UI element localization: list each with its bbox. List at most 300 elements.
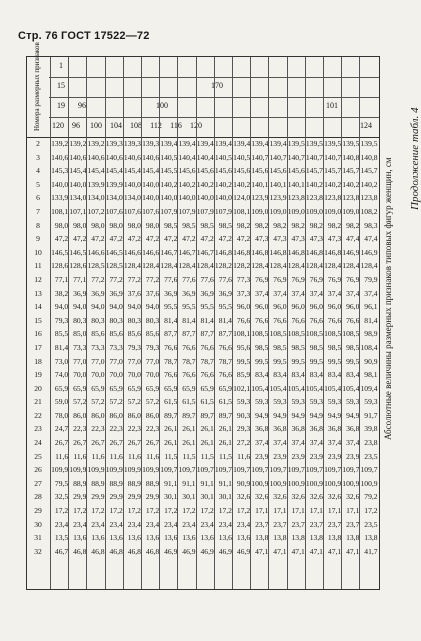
table-cell: 26,1 [200,438,214,448]
row-number: 23 [34,424,42,434]
table-cell: 98,2 [291,220,305,230]
table-cell: 80,3 [145,315,160,325]
table-cell: 59,0 [54,397,69,407]
data-column [51,137,68,558]
table-cell: 65,9 [182,383,196,393]
row-number: 29 [34,506,42,516]
table-cell: 109,7 [324,465,342,475]
table-cell: 94,9 [273,410,287,420]
table-cell: 109,0 [305,206,323,216]
table-cell: 13,6 [164,533,178,543]
table-cell: 140,0 [196,193,214,203]
data-column [306,137,323,558]
table-cell: 107,2 [87,206,105,216]
table-cell: 76,9 [327,274,342,284]
table-cell: 76,9 [255,274,269,284]
table-cell: 65,9 [145,383,160,393]
table-cell: 146,8 [287,247,305,257]
table-cell: 47,4 [364,234,378,244]
table-cell: 13,6 [218,533,232,543]
table-cell: 77,0 [145,356,160,366]
table-cell: 86,0 [91,410,105,420]
table-cell: 98,5 [200,220,214,230]
table-cell: 26,7 [127,438,141,448]
column-divider [232,57,233,589]
table-cell: 37,4 [364,288,378,298]
table-cell: 22,3 [145,424,160,434]
table-cell: 98,5 [291,342,305,352]
table-cell: 79,9 [364,274,378,284]
table-cell: 145,4 [87,166,105,176]
table-cell: 98,5 [346,342,360,352]
table-cell: 139,4 [251,139,269,148]
table-cell: 85,6 [145,329,160,339]
table-cell: 78,7 [164,356,178,366]
table-cell: 27,2 [236,438,251,448]
table-cell: 23,4 [200,519,214,529]
table-cell: 17,1 [291,506,305,516]
table-cell: 128,4 [178,261,196,271]
table-cell: 146,8 [324,247,342,257]
table-cell: 107,6 [105,206,123,216]
table-cell: 23,7 [327,519,342,529]
table-cell: 124,0 [233,193,251,203]
table-cell: 99,5 [291,356,305,366]
table-cell: 87,7 [164,329,178,339]
table-cell: 98,0 [145,220,160,230]
table-cell: 99,5 [236,356,251,366]
table-cell: 30,1 [182,492,196,502]
table-cell: 134,0 [105,193,123,203]
table-cell: 146,5 [51,247,69,257]
table-cell: 26,1 [182,438,196,448]
table-cell: 23,4 [91,519,105,529]
table-cell: 90,3 [236,410,251,420]
table-cell: 47,3 [255,234,269,244]
table-cell: 74,0 [54,370,69,380]
table-cell: 140,7 [251,152,269,162]
table-cell: 70,0 [109,370,123,380]
table-cell: 29,3 [236,424,251,434]
table-cell: 146,9 [360,247,378,257]
table-cell: 47,2 [109,234,123,244]
table-cell: 123,8 [287,193,305,203]
row-number: 3 [36,152,40,162]
table-cell: 98,2 [255,220,269,230]
table-cell: 13,8 [273,533,287,543]
table-cell: 91,1 [182,478,196,488]
table-cell: 59,3 [309,397,323,407]
table-cell: 29,9 [91,492,105,502]
table-cell: 98,5 [327,342,342,352]
table-cell: 30,1 [218,492,232,502]
row-header-label-text: Номера размерных признаков [33,42,41,131]
table-cell: 47,1 [291,546,305,556]
table-cell: 65,9 [54,383,69,393]
table-cell: 128,4 [123,261,141,271]
table-cell: 32,6 [236,492,251,502]
table-cell: 100,9 [287,478,305,488]
table-cell: 70,0 [145,370,160,380]
table-cell: 11,5 [200,451,214,461]
table-cell: 26,7 [54,438,69,448]
data-column [215,137,232,558]
table-cell: 128,4 [324,261,342,271]
table-cell: 61,5 [218,397,232,407]
table-cell: 128,2 [214,261,232,271]
table-cell: 128,2 [233,261,251,271]
table-cell: 26,7 [73,438,87,448]
table-cell: 77,2 [145,274,160,284]
table-cell: 13,8 [364,533,378,543]
table-cell: 94,0 [91,302,105,312]
table-cell: 146,6 [123,247,141,257]
table-cell: 59,3 [273,397,287,407]
table-cell: 96,0 [291,302,305,312]
table-cell: 38,2 [54,288,69,298]
table-cell: 90,9 [364,356,378,366]
table-cell: 128,5 [105,261,123,271]
header-hip-120: 120 [52,121,64,130]
table-cell: 73,3 [73,342,87,352]
table-cell: 23,7 [346,519,360,529]
table-cell: 108,5 [324,329,342,339]
table-cell: 77,1 [54,274,69,284]
row-number: 13 [34,288,42,298]
table-cell: 81,4 [200,315,214,325]
table-cell: 47,1 [273,546,287,556]
table-cell: 140,7 [324,152,342,162]
table-cell: 140,2 [233,179,251,189]
table-cell: 123,9 [269,193,287,203]
column-divider [105,57,106,589]
table-cell: 83,4 [309,370,323,380]
table-cell: 95,5 [182,302,196,312]
table-cell: 140,7 [269,152,287,162]
row-number: 12 [34,274,42,284]
table-cell: 17,2 [218,506,232,516]
table-cell: 107,6 [123,206,141,216]
table-cell: 146,5 [69,247,87,257]
table-cell: 108,4 [360,342,378,352]
table-cell: 61,5 [182,397,196,407]
table-cell: 26,7 [145,438,160,448]
table-cell: 108,5 [287,329,305,339]
table-cell: 128,4 [196,261,214,271]
table-cell: 140,2 [324,179,342,189]
column-divider [323,57,324,589]
table-cell: 23,7 [291,519,305,529]
table-cell: 109,9 [105,465,123,475]
table-cell: 39,8 [364,424,378,434]
table-cell: 70,0 [73,370,87,380]
table-cell: 94,0 [127,302,141,312]
table-cell: 140,5 [233,152,251,162]
row-number: 20 [34,383,42,393]
table-cell: 37,4 [273,438,287,448]
table-cell: 36,8 [309,424,323,434]
table-cell: 145,6 [214,166,232,176]
table-cell: 109,7 [342,465,360,475]
table-cell: 96,0 [346,302,360,312]
table-cell: 47,2 [127,234,141,244]
table-cell: 99,5 [273,356,287,366]
table-cell: 79,5 [54,478,69,488]
table-cell: 78,7 [218,356,232,366]
table-cell: 139,5 [342,139,360,148]
table-cell: 140,8 [342,152,360,162]
table-cell: 32,6 [346,492,360,502]
table-cell: 23,4 [164,519,178,529]
table-cell: 139,5 [324,139,342,148]
table-cell: 140,2 [160,179,178,189]
table-cell: 94,0 [109,302,123,312]
data-column [324,137,341,558]
table-cell: 139,9 [105,179,123,189]
table-cell: 37,4 [346,288,360,298]
table-cell: 77,0 [73,356,87,366]
table-cell: 79,3 [145,342,160,352]
table-cell: 79,2 [364,492,378,502]
table-cell: 98,5 [218,220,232,230]
table-cell: 59,3 [346,397,360,407]
table-caption-text: Абсолютные величины размерных признаков типовых фигур женщин, см [383,157,393,440]
table-cell: 46,8 [109,546,123,556]
row-number: 7 [36,206,40,216]
table-cell: 76,6 [164,342,178,352]
table-cell: 78,7 [182,356,196,366]
table-cell: 17,2 [127,506,141,516]
table-cell: 73,3 [109,342,123,352]
table-cell: 105,4 [287,383,305,393]
table-cell: 140,6 [123,152,141,162]
header-hip-116: 116 [170,121,182,130]
table-cell: 95,5 [218,302,232,312]
table-cell: 89,7 [182,410,196,420]
table-cell: 140,6 [69,152,87,162]
table-cell: 22,3 [109,424,123,434]
table-cell: 46,9 [200,546,214,556]
column-divider [341,57,342,589]
table-cell: 79,3 [54,315,69,325]
header-hip-104: 104 [110,121,122,130]
table-cell: 76,9 [346,274,360,284]
table-cell: 17,2 [364,506,378,516]
table-cell: 13,8 [346,533,360,543]
table-cell: 139,5 [287,139,305,148]
table-cell: 89,7 [200,410,214,420]
table-cell: 81,4 [54,342,69,352]
table-cell: 23,4 [127,519,141,529]
table-cell: 47,2 [218,234,232,244]
table-cell: 107,9 [214,206,232,216]
table-cell: 13,6 [127,533,141,543]
table-cell: 23,5 [364,519,378,529]
table-cell: 140,8 [360,152,378,162]
table-cell: 77,0 [109,356,123,366]
column-divider [287,57,288,589]
table-cell: 76,6 [200,370,214,380]
table-cell: 76,6 [309,315,323,325]
table-cell: 23,4 [236,519,251,529]
table-cell: 76,6 [346,315,360,325]
row-number: 2 [36,139,40,148]
table-cell: 26,7 [91,438,105,448]
table-cell: 59,3 [291,397,305,407]
table-cell: 47,3 [291,234,305,244]
table-cell: 76,6 [182,342,196,352]
table-cell: 96,0 [236,302,251,312]
table-cell: 140,6 [51,152,69,162]
column-divider [68,57,69,589]
table-cell: 36,9 [73,288,87,298]
table-cell: 139,4 [160,139,178,148]
table-cell: 88,9 [127,478,141,488]
table-cell: 46,9 [236,546,251,556]
table-cell: 140,2 [178,179,196,189]
table-cell: 98,2 [346,220,360,230]
table-cell: 26,1 [182,424,196,434]
table-cell: 145,4 [69,166,87,176]
page-header: Стр. 76 ГОСТ 17522—72 [18,30,150,42]
header-level1-c: 19 [57,101,65,110]
table-cell: 22,3 [73,424,87,434]
table-cell: 23,4 [73,519,87,529]
table-cell: 146,8 [269,247,287,257]
table-cell: 140,0 [160,193,178,203]
table-cell: 128,4 [160,261,178,271]
table-cell: 81,4 [218,315,232,325]
table-cell: 46,7 [54,546,69,556]
table-cell: 140,0 [123,179,141,189]
table-cell: 23,7 [309,519,323,529]
table-cell: 139,2 [51,139,69,148]
table-cell: 146,6 [87,247,105,257]
table-cell: 140,0 [178,193,196,203]
table-cell: 140,7 [287,152,305,162]
continuation-label-text: Продолжение табл. 4 [409,107,421,210]
table-cell: 47,1 [309,546,323,556]
table-cell: 11,6 [237,451,251,461]
table-cell: 85,5 [54,329,69,339]
table-cell: 17,1 [273,506,287,516]
table-cell: 139,4 [269,139,287,148]
table-cell: 17,2 [236,506,251,516]
table-cell: 134,0 [87,193,105,203]
table-cell: 146,9 [342,247,360,257]
table-cell: 47,2 [145,234,160,244]
table-cell: 11,6 [127,451,141,461]
table-cell: 29,9 [145,492,160,502]
table-cell: 83,4 [255,370,269,380]
table-cell: 89,7 [218,410,232,420]
table-cell: 26,1 [218,438,232,448]
table-cell: 145,4 [105,166,123,176]
column-divider [250,57,251,589]
table-cell: 140,6 [87,152,105,162]
table-cell: 139,3 [105,139,123,148]
table-cell: 77,0 [91,356,105,366]
table-cell: 13,8 [309,533,323,543]
table-cell: 77,6 [164,274,178,284]
table-cell: 139,4 [233,139,251,148]
table-cell: 140,2 [342,179,360,189]
table-cell: 109,7 [160,465,178,475]
table-cell: 109,9 [142,465,160,475]
table-cell: 13,6 [236,533,251,543]
table-cell: 76,9 [273,274,287,284]
table-cell: 108,5 [342,329,360,339]
table-cell: 98,2 [309,220,323,230]
table-cell: 140,1 [251,179,269,189]
table-cell: 23,9 [346,451,360,461]
table-cell: 47,1 [327,546,342,556]
row-number: 16 [34,329,42,339]
table-cell: 36,9 [164,288,178,298]
table-cell: 80,3 [73,315,87,325]
table-cell: 17,2 [164,506,178,516]
table-cell: 86,0 [145,410,160,420]
table-cell: 94,9 [346,410,360,420]
column-divider [50,57,51,589]
table-cell: 36,9 [91,288,105,298]
table-cell: 47,2 [164,234,178,244]
table-cell: 146,8 [251,247,269,257]
table-cell: 107,9 [160,206,178,216]
table-cell: 76,6 [164,370,178,380]
table-cell: 76,6 [273,315,287,325]
table-cell: 140,6 [105,152,123,162]
column-divider [86,57,87,589]
table-cell: 146,7 [160,247,178,257]
table-cell: 47,2 [182,234,196,244]
table-cell: 47,2 [236,234,251,244]
table-cell: 11,5 [164,451,178,461]
table-cell: 140,1 [269,179,287,189]
table-cell: 47,2 [200,234,214,244]
table-header [27,42,379,138]
table-cell: 29,9 [109,492,123,502]
table-cell: 109,7 [360,465,378,475]
table-cell: 99,5 [346,356,360,366]
row-number: 10 [34,247,42,257]
table-cell: 128,6 [69,261,87,271]
table-cell: 85,6 [91,329,105,339]
table-cell: 107,1 [69,206,87,216]
row-number: 5 [36,179,40,189]
table-cell: 123,8 [305,193,323,203]
table-cell: 145,4 [123,166,141,176]
table-cell: 86,0 [109,410,123,420]
row-number: 17 [34,342,42,352]
table-cell: 145,6 [269,166,287,176]
table-cell: 146,7 [196,247,214,257]
table-cell: 26,1 [164,438,178,448]
table-cell: 108,5 [305,329,323,339]
column-divider [177,57,178,589]
table-cell: 98,2 [273,220,287,230]
data-column [342,137,359,558]
table-cell: 85,9 [236,370,251,380]
table-cell: 99,5 [309,356,323,366]
header-hip-96: 96 [72,121,80,130]
column-divider [141,57,142,589]
table-cell: 140,2 [305,179,323,189]
table-cell: 109,7 [233,465,251,475]
table-cell: 91,1 [218,478,232,488]
table-cell: 76,6 [200,342,214,352]
table-cell: 37,4 [327,438,342,448]
